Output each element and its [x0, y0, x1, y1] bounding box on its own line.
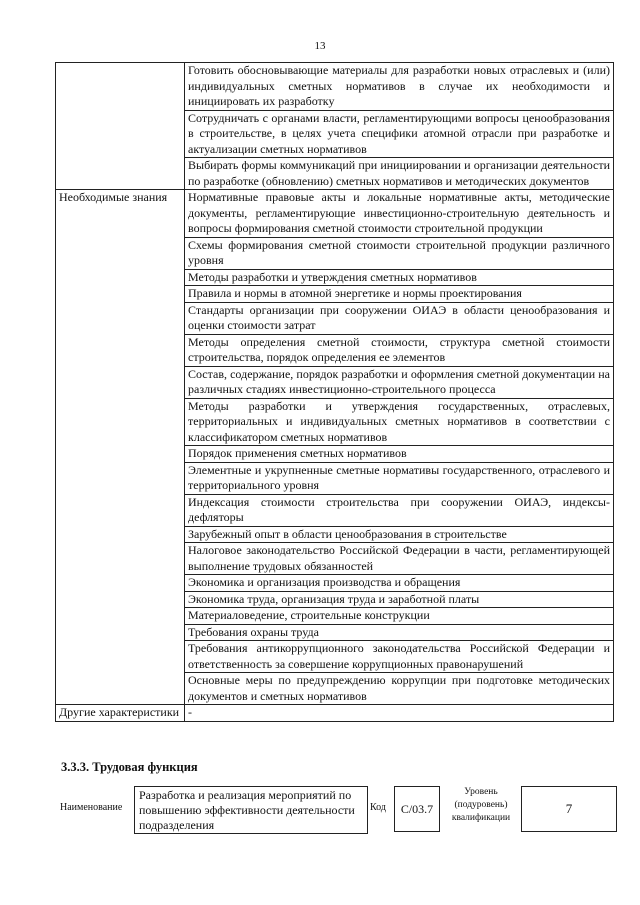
row-item: Методы разработки и утверждения государственных, отраслевых, территориальных и индивидуальных сметных нормативов в соответствии с классификатором сметных нормативов	[185, 398, 614, 446]
function-code: C/03.7	[394, 786, 440, 832]
row-item: Методы разработки и утверждения сметных нормативов	[185, 269, 614, 286]
row-label: Необходимые знания	[56, 190, 185, 705]
row-item: Зарубежный опыт в области ценообразования в строительстве	[185, 526, 614, 543]
level-label: Уровень (подуровень) квалификации	[451, 787, 511, 823]
table-row	[56, 190, 614, 238]
row-item: Требования антикоррупционного законодательства Российской Федерации и ответственность за совершение коррупционных правонарушений	[185, 641, 614, 673]
row-item: Порядок применения сметных нормативов	[185, 446, 614, 463]
row-item: Нормативные правовые акты и локальные нормативные акты, методические документы, регламентирующие инвестиционно-строительную деятельность и вопросы формирования сметной стоимости строительной продукции	[185, 190, 614, 238]
row-label: Другие характеристики	[56, 705, 185, 722]
code-label: Код	[370, 802, 386, 813]
row-item: Материаловедение, строительные конструкции	[185, 608, 614, 625]
section-heading: 3.3.3. Трудовая функция	[61, 760, 198, 774]
page-number: 13	[314, 40, 326, 52]
row-item: Экономика труда, организация труда и заработной платы	[185, 591, 614, 608]
row-item: Правила и нормы в атомной энергетике и нормы проектирования	[185, 286, 614, 303]
function-name: Разработка и реализация мероприятий по повышению эффективности деятельности подразделения	[134, 786, 368, 834]
labor-function-row	[60, 786, 615, 834]
row-item: Стандарты организации при сооружении ОИАЭ в области ценообразования и оценки стоимости затрат	[185, 302, 614, 334]
table-row	[56, 705, 614, 722]
row-item: Методы определения сметной стоимости, структура сметной стоимости строительства, порядок определения ее элементов	[185, 334, 614, 366]
row-item: -	[185, 705, 614, 722]
row-item: Индексация стоимости строительства при сооружении ОИАЭ, индексы-дефляторы	[185, 494, 614, 526]
row-label	[56, 63, 185, 190]
row-item: Состав, содержание, порядок разработки и оформления сметной документации на различных стадиях инвестиционно-строительного процесса	[185, 366, 614, 398]
row-item: Требования охраны труда	[185, 624, 614, 641]
row-item: Схемы формирования сметной стоимости строительной продукции различного уровня	[185, 237, 614, 269]
table-row	[56, 63, 614, 111]
row-item: Налоговое законодательство Российской Федерации в части, регламентирующей выполнение трудовых обязанностей	[185, 543, 614, 575]
row-item: Основные меры по предупреждению коррупции при подготовке методических документов и сметных нормативов	[185, 673, 614, 705]
row-item: Выбирать формы коммуникаций при инициировании и организации деятельности по разработке (обновлению) сметных нормативов и методических документов	[185, 158, 614, 190]
row-item: Готовить обосновывающие материалы для разработки новых отраслевых и (или) индивидуальных сметных нормативов в случае их необходимости и инициировать их разработку	[185, 63, 614, 111]
qualification-level: 7	[521, 786, 617, 832]
row-item: Элементные и укрупненные сметные нормативы государственного, отраслевого и территориального уровня	[185, 462, 614, 494]
row-item: Экономика и организация производства и обращения	[185, 575, 614, 592]
name-label: Наименование	[60, 802, 123, 813]
row-item: Сотрудничать с органами власти, регламентирующими вопросы ценообразования в строительстве, в целях учета специфики атомной отрасли при разработке и актуализации сметных нормативов	[185, 110, 614, 158]
requirements-table	[55, 62, 614, 722]
